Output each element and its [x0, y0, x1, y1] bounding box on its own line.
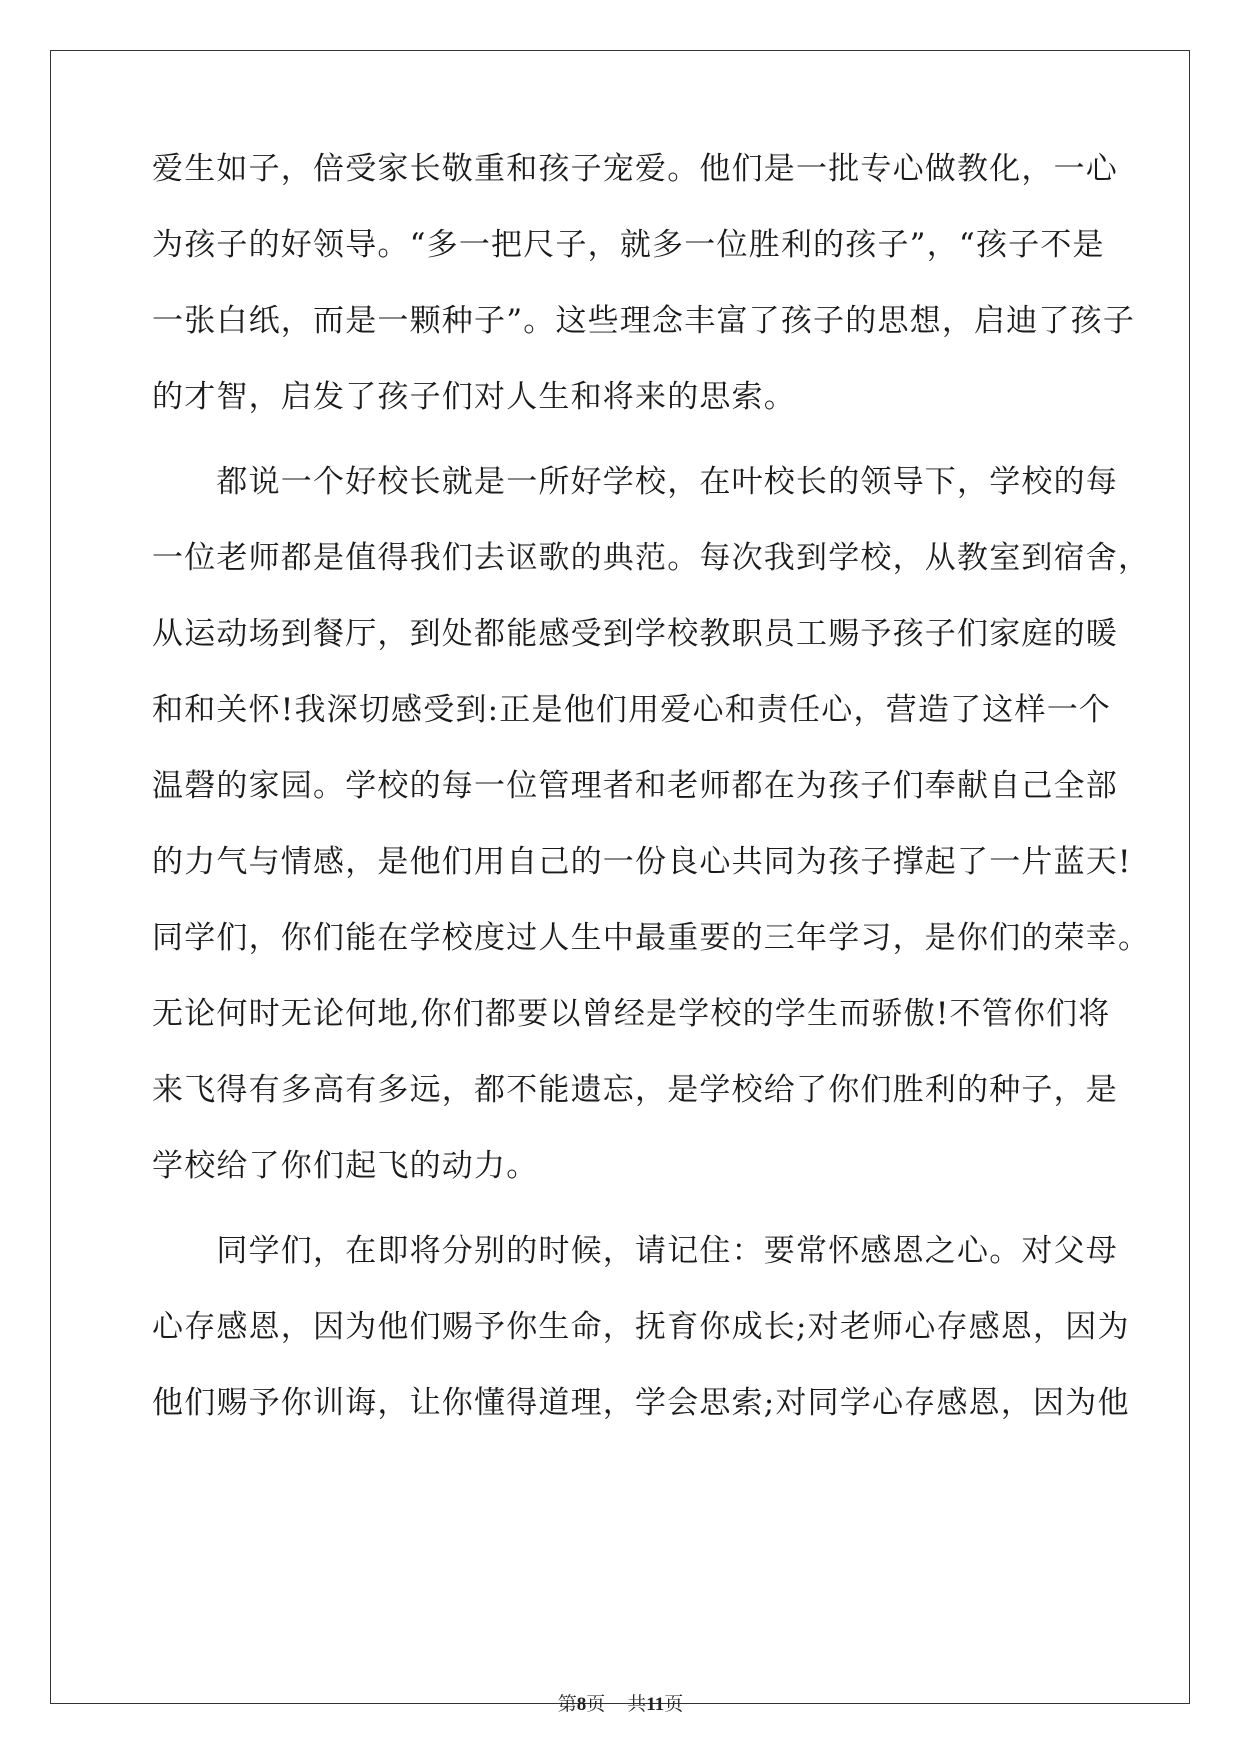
total-pages: 11	[646, 1694, 665, 1715]
text-line: 心存感恩，因为他们赐予你生命，抚育你成长;对老师心存感恩，因为	[152, 1309, 1130, 1345]
paragraph-start-line: 同学们，在即将分别的时候，请记住：要常怀感恩之心。对父母	[152, 1233, 1118, 1269]
page-prefix: 第	[557, 1693, 577, 1715]
text-line: 学校给了你们起飞的动力。	[152, 1148, 539, 1184]
text-line: 温磬的家园。学校的每一位管理者和老师都在为孩子们奉献自己全部	[152, 768, 1118, 804]
text-line: 他们赐予你训诲，让你懂得道理，学会思索;对同学心存感恩，因为他	[152, 1385, 1130, 1421]
page-footer	[0, 1692, 1241, 1717]
text-line: 的才智，启发了孩子们对人生和将来的思索。	[152, 379, 796, 415]
text-line: 一位老师都是值得我们去讴歌的典范。每次我到学校，从教室到宿舍，	[152, 540, 1151, 576]
total-unit: 页	[664, 1693, 684, 1715]
paragraph-start-line: 都说一个好校长就是一所好学校，在叶校长的领导下，学校的每	[152, 464, 1118, 500]
text-line: 的力气与情感，是他们用自己的一份良心共同为孩子撑起了一片蓝天!	[152, 844, 1132, 880]
text-line: 一张白纸，而是一颗种子”。这些理念丰富了孩子的思想，启迪了孩子	[152, 303, 1136, 339]
text-line: 爱生如子，倍受家长敬重和孩子宠爱。他们是一批专心做教化，一心	[152, 151, 1118, 187]
text-line: 从运动场到餐厅，到处都能感受到学校教职员工赐予孩子们家庭的暖	[152, 616, 1118, 652]
text-line: 无论何时无论何地,你们都要以曾经是学校的学生而骄傲!不管你们将	[152, 996, 1111, 1032]
text-line: 同学们，你们能在学校度过人生中最重要的三年学习，是你们的荣幸。	[152, 920, 1151, 956]
page-unit: 页	[586, 1693, 606, 1715]
total-prefix: 共	[627, 1693, 647, 1715]
text-line: 来飞得有多高有多远，都不能遗忘，是学校给了你们胜利的种子，是	[152, 1072, 1118, 1108]
text-line: 为孩子的好领导。“多一把尺子，就多一位胜利的孩子”，“孩子不是	[152, 227, 1105, 263]
page-number: 8	[576, 1694, 587, 1715]
text-line: 和和关怀!我深切感受到:正是他们用爱心和责任心，营造了这样一个	[152, 692, 1112, 728]
